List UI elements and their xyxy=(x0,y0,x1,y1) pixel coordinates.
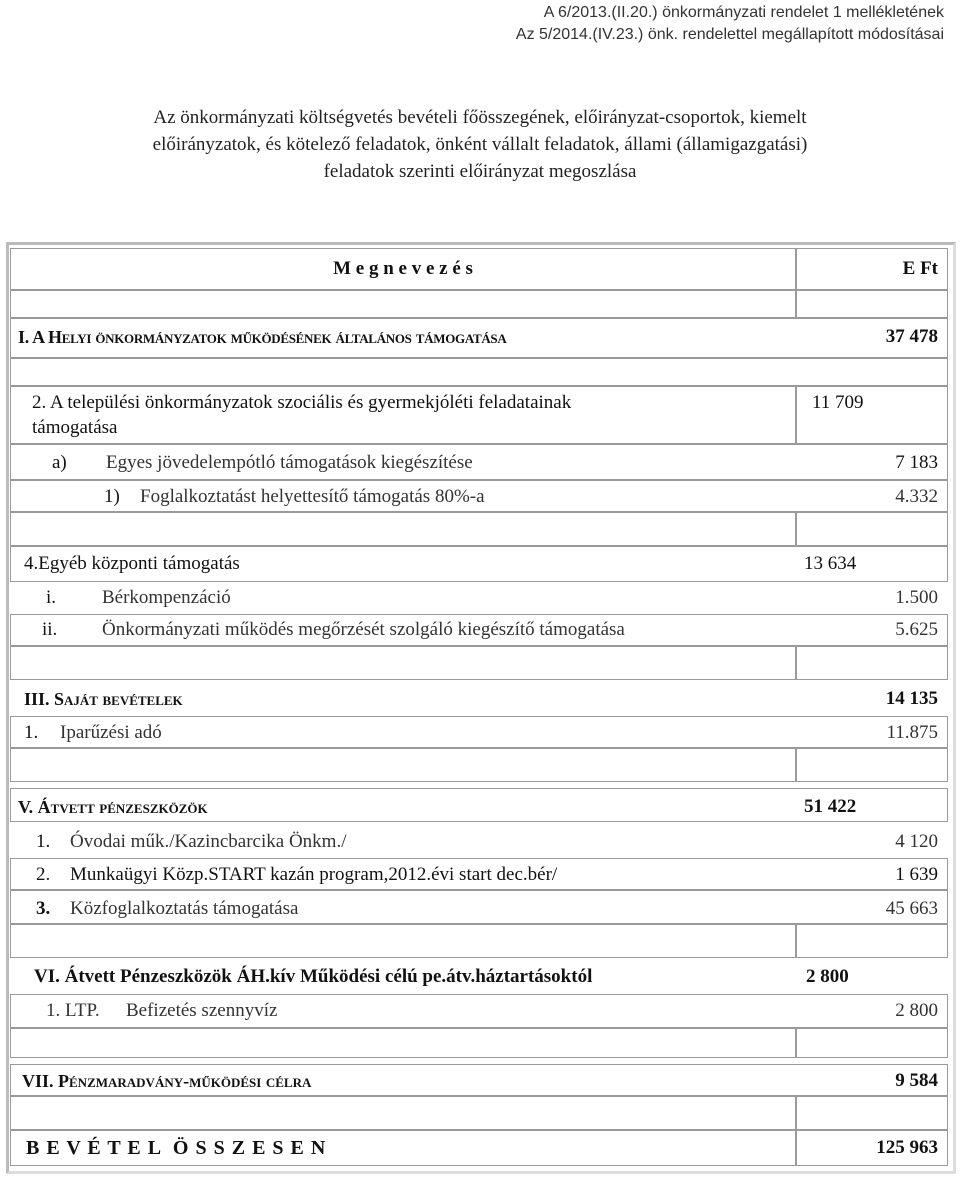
spacer-cell xyxy=(10,512,796,546)
row-V-3-prefix: 3. xyxy=(36,898,51,919)
section-III-value: 14 135 xyxy=(885,688,938,709)
spacer-cell xyxy=(10,1028,796,1058)
spacer-cell xyxy=(796,748,948,782)
row-i-value: 1.500 xyxy=(895,587,938,608)
row-V-1-prefix: 1. xyxy=(36,831,51,852)
row-1-paren-prefix: 1) xyxy=(104,486,120,507)
row-i-prefix: i. xyxy=(46,587,57,608)
row-ii-prefix: ii. xyxy=(42,619,58,640)
row-VI-1-prefix: 1. LTP. xyxy=(46,1000,100,1021)
section-I-value: 37 478 xyxy=(885,326,938,347)
row-1-paren-value: 4.332 xyxy=(895,486,938,507)
row-V-2-value: 1 639 xyxy=(895,864,938,885)
row-VI-1-value: 2 800 xyxy=(895,1000,938,1021)
row-4-label: 4.Egyéb központi támogatás xyxy=(24,553,240,574)
row-2-label-line-1: 2. A települési önkormányzatok szociális és gyermekjóléti feladatainak xyxy=(32,392,572,413)
row-V-1-value: 4 120 xyxy=(895,831,938,852)
spacer-cell xyxy=(796,924,948,958)
grand-total-value: 125 963 xyxy=(876,1137,938,1158)
section-III-label: III. Saját bevételek xyxy=(24,689,183,709)
row-ii-label: Önkormányzati működés megőrzését szolgáló kiegészítő támogatása xyxy=(102,619,625,640)
spacer-cell xyxy=(10,748,796,782)
row-2-value: 11 709 xyxy=(812,392,864,413)
row-V-3-value: 45 663 xyxy=(885,898,938,919)
row-a-label: Egyes jövedelempótló támogatások kiegészítése xyxy=(106,452,473,473)
page-title xyxy=(40,104,920,185)
section-V-label: V. Átvett pénzeszközök xyxy=(18,797,208,817)
row-4-value: 13 634 xyxy=(804,553,857,574)
title-line-2: előirányzatok, és kötelező feladatok, önként vállalt feladatok, állami (államigazgatási) xyxy=(152,134,808,155)
row-V-2-prefix: 2. xyxy=(36,864,51,885)
title-line-3: feladatok szerinti előirányzat megoszlása xyxy=(323,161,637,182)
section-VI-label: VI. Átvett Pénzeszközök ÁH.kív Működési célú pe.átv.háztartásoktól xyxy=(34,966,593,987)
row-1-paren-label: Foglalkoztatást helyettesítő támogatás 80%-a xyxy=(140,486,485,507)
spacer-cell xyxy=(10,1096,796,1130)
row-VI-1-label: Befizetés szennyvíz xyxy=(126,1000,278,1021)
col-name-header: M e g n e v e z é s xyxy=(333,258,473,279)
row-i-label: Bérkompenzáció xyxy=(102,587,231,608)
row-iparuzesi-label: Iparűzési adó xyxy=(60,722,162,743)
row-V-1-label: Óvodai műk./Kazincbarcika Önkm./ xyxy=(70,831,347,852)
spacer-cell xyxy=(796,1028,948,1058)
row-ii-value: 5.625 xyxy=(895,619,938,640)
row-V-3-label: Közfoglalkoztatás támogatása xyxy=(70,898,299,919)
spacer-cell xyxy=(796,1096,948,1130)
section-VII-value: 9 584 xyxy=(895,1070,938,1091)
row-iparuzesi-value: 11.875 xyxy=(886,722,938,743)
spacer-cell xyxy=(796,646,948,680)
budget-table xyxy=(6,242,956,1174)
spacer-cell xyxy=(10,290,796,318)
section-I-label: I. A Helyi önkormányzatok működésének általános támogatása xyxy=(18,327,507,347)
spacer-cell xyxy=(10,358,948,386)
section-V-value: 51 422 xyxy=(804,796,857,817)
spacer-cell xyxy=(796,512,948,546)
col-unit-header: E Ft xyxy=(902,258,938,279)
row-a-prefix: a) xyxy=(52,452,67,473)
section-VI-value: 2 800 xyxy=(806,966,849,987)
header-line-1: A 6/2013.(II.20.) önkormányzati rendelet 1 mellékletének xyxy=(543,4,944,21)
section-VII-label: VII. Pénzmaradvány-működési célra xyxy=(22,1071,312,1091)
row-iparuzesi-prefix: 1. xyxy=(24,722,39,743)
grand-total-label: B E V É T E L Ö S S Z E S E N xyxy=(26,1137,327,1159)
title-line-1: Az önkormányzati költségvetés bevételi főösszegének, előirányzat-csoportok, kiemelt xyxy=(153,107,807,128)
row-a-value: 7 183 xyxy=(895,452,938,473)
spacer-cell xyxy=(10,924,796,958)
document-header xyxy=(516,2,944,46)
header-line-2: Az 5/2014.(IV.23.) önk. rendelettel megállapított módosításai xyxy=(515,26,944,43)
row-2-label-line-2: támogatása xyxy=(32,417,118,438)
spacer-cell xyxy=(10,646,796,680)
row-V-2-label: Munkaügyi Közp.START kazán program,2012.évi start dec.bér/ xyxy=(70,864,558,885)
spacer-cell xyxy=(796,290,948,318)
